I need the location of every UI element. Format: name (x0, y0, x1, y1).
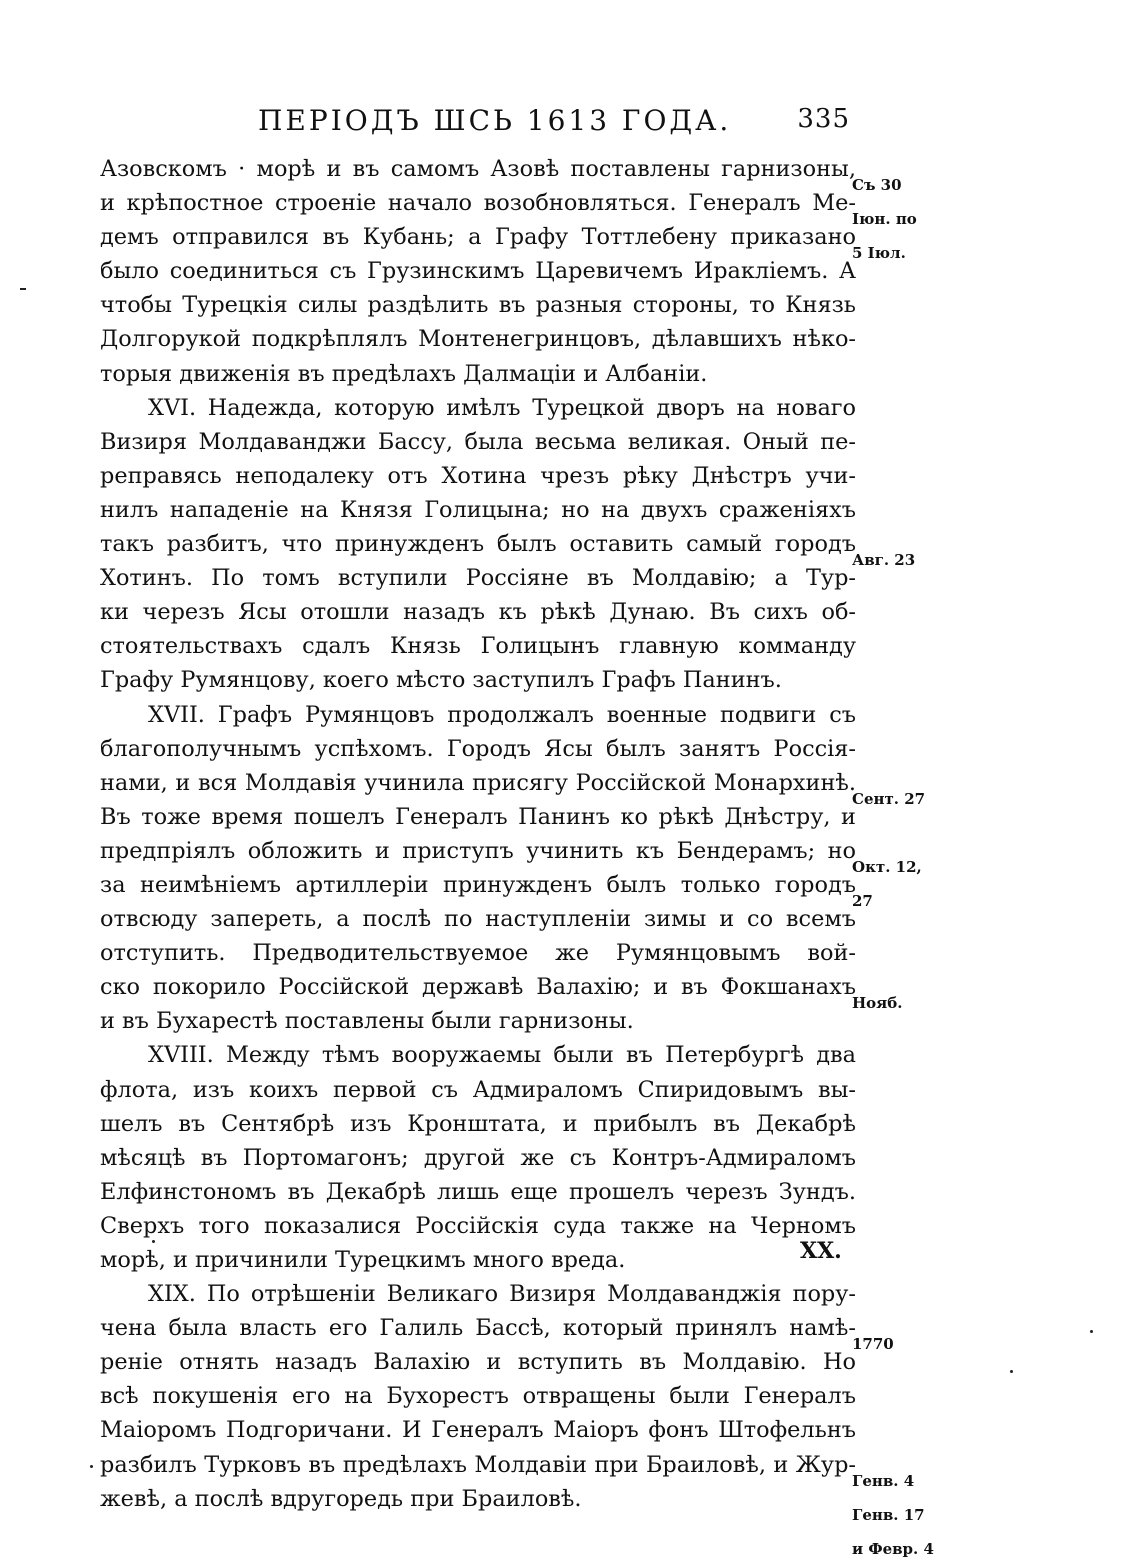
margin-note: Іюн. по (852, 210, 917, 229)
text-line: Сверхъ того показалися Россійскія суда также на Черномъ (100, 1212, 856, 1239)
margin-note: Сент. 27 (852, 789, 926, 808)
text-line: шелъ въ Сентябрѣ изъ Кронштата, и прибылъ въ Декабрѣ (100, 1110, 856, 1137)
print-speck (152, 1240, 155, 1243)
running-header (240, 104, 850, 144)
text-line: XIX. По отрѣшеніи Великаго Визиря Молдаванджія пору- (148, 1281, 856, 1308)
catchword: XX. (800, 1238, 842, 1264)
margin-note: Авг. 23 (852, 551, 916, 570)
text-line: Хотинъ. По томъ вступили Россіяне въ Молдавію; а Тур- (100, 565, 856, 592)
text-line: нами, и вся Молдавія учинила присягу Россійской Монархинѣ. (100, 769, 856, 796)
text-line: отступить. Предводительствуемое же Румянцовымъ вой- (100, 940, 856, 967)
text-line: предпріялъ обложить и приступъ учинить къ Бендерамъ; но (100, 837, 856, 864)
header-title: ПЕРІОДЪ ШСЬ 1613 ГОДА. (258, 104, 732, 137)
margin-note: Нояб. (852, 994, 903, 1013)
print-speck (20, 288, 26, 290)
text-line: морѣ, и причинили Турецкимъ много вреда. (100, 1247, 626, 1273)
text-line: нилъ нападеніе на Князя Голицына; но на двухъ сраженіяхъ (100, 496, 856, 523)
text-line: такъ разбитъ, что принужденъ былъ оставить самый городъ (100, 531, 856, 558)
text-line: Азовскомъ · морѣ и въ самомъ Азовѣ поставлены гарнизоны, (100, 156, 856, 182)
text-line: XVI. Надежда, которую имѣлъ Турецкой дворъ на новаго (148, 394, 856, 421)
text-line: реніе отнять назадъ Валахію и вступить въ Молдавію. Но (100, 1349, 856, 1376)
print-speck (90, 1465, 93, 1468)
text-line: стоятельствахъ сдалъ Князь Голицынъ главную комманду (100, 633, 856, 660)
text-line: жевѣ, а послѣ вдругоредь при Браиловѣ. (100, 1485, 582, 1512)
text-line: реправясь неподалеку отъ Хотина чрезъ рѣку Днѣстръ учи- (100, 462, 856, 489)
text-line: и въ Бухарестѣ поставлены были гарнизоны. (100, 1008, 634, 1035)
text-line: за неимѣніемъ артиллеріи принужденъ былъ только городъ (100, 871, 856, 898)
text-line: чена была власть его Галиль Бассѣ, который принялъ намѣ- (100, 1315, 856, 1342)
text-line: отвсюду запереть, а послѣ по наступленіи зимы и со всемъ (100, 906, 856, 933)
text-line: Елфинстономъ въ Декабрѣ лишь еще прошелъ черезъ Зундъ. (100, 1178, 856, 1205)
margin-note: и Февр. 4 (852, 1540, 934, 1558)
text-line: чтобы Турецкія силы раздѣлить въ разныя стороны, то Князь (100, 292, 856, 319)
text-line: Графу Румянцову, коего мѣсто заступилъ Графъ Панинъ. (100, 667, 782, 694)
text-line: мѣсяцѣ въ Портомагонъ; другой же съ Контръ-Адмираломъ (100, 1144, 856, 1171)
text-line: Въ тоже время пошелъ Генералъ Панинъ ко рѣкѣ Днѣстру, и (100, 803, 856, 830)
print-speck (1090, 1330, 1093, 1333)
text-line: благополучнымъ успѣхомъ. Городъ Ясы былъ занятъ Россія- (100, 735, 856, 762)
text-line: всѣ покушенія его на Бухорестъ отвращены были Генералъ (100, 1383, 856, 1410)
text-line: ки черезъ Ясы отошли назадъ къ рѣкѣ Дунаю. Въ сихъ об- (100, 599, 856, 626)
margin-note: Генв. 17 (852, 1505, 925, 1524)
text-line: торыя движенія въ предѣлахъ Далмаціи и Албаніи. (100, 360, 708, 387)
text-line: ско покорило Россійской державѣ Валахію; и въ Фокшанахъ (100, 974, 856, 1001)
text-line: флота, изъ коихъ первой съ Адмираломъ Спиридовымъ вы- (100, 1076, 856, 1103)
margin-note: 5 Іюл. (852, 244, 906, 263)
page-number: 335 (797, 104, 850, 134)
text-line: и крѣпостное строенiе начало возобновляться. Генералъ Ме- (100, 190, 856, 217)
text-line: Визиря Молдаванджи Бассу, была весьма великая. Оный пе- (100, 428, 856, 455)
text-line: XVII. Графъ Румянцовъ продолжалъ военные подвиги съ (148, 701, 856, 728)
text-line: XVIII. Между тѣмъ вооружаемы были въ Петербургѣ два (148, 1042, 856, 1069)
margin-note: 1770 (852, 1335, 894, 1354)
margin-note: Съ 30 (852, 176, 902, 194)
text-line: Долгорукой подкрѣплялъ Монтенегринцовъ, дѣлавшихъ нѣко- (100, 326, 856, 353)
text-line: разбилъ Турковъ въ предѣлахъ Молдавіи при Браиловѣ, и Жур- (100, 1451, 856, 1478)
margin-note: Генв. 4 (852, 1471, 915, 1490)
margin-note: 27 (852, 892, 873, 911)
body-text (100, 152, 856, 1516)
text-line: было соединиться съ Грузинскимъ Царевичемъ Иракліемъ. А (100, 258, 856, 285)
print-speck (1010, 1370, 1013, 1373)
text-line: демъ отправился въ Кубань; а Графу Тоттлебену приказано (100, 224, 856, 251)
text-line: Маіоромъ Подгоричани. И Генералъ Маіоръ фонъ Штофельнъ (100, 1417, 856, 1444)
margin-note: Окт. 12, (852, 858, 922, 876)
